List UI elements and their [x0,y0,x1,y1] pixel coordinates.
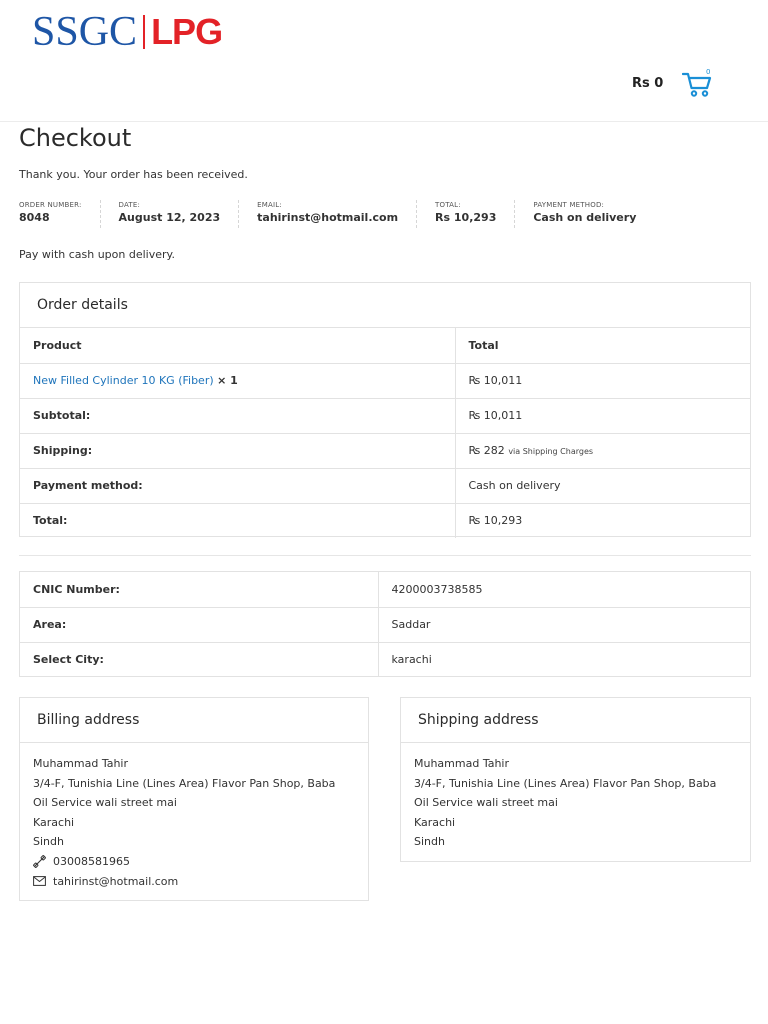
shipping-method-note: via Shipping Charges [508,447,594,456]
table-header-row [20,328,750,363]
custom-fields-box [19,571,751,677]
overview-value: Rs 10,293 [435,211,497,224]
billing-phone: 03008581965 [53,854,130,868]
page-title: Checkout [19,124,132,152]
shipping-address-title: Shipping address [401,698,750,743]
billing-email: tahirinst@hotmail.com [53,874,179,888]
billing-city: Karachi [33,815,75,829]
email-icon [33,876,46,886]
billing-state: Sindh [33,835,64,849]
custom-fields-table [20,572,750,677]
billing-address-line2: Oil Service wali street mai [33,796,177,810]
order-received-message: Thank you. Your order has been received. [19,168,248,181]
city-value: karachi [378,642,750,677]
cnic-label: CNIC Number: [33,582,120,596]
area-label: Area: [20,607,378,642]
overview-total [435,200,515,228]
payment-method-value: Cash on delivery [455,468,750,503]
order-details-title: Order details [20,283,750,328]
total-value: ₨ 10,293 [455,503,750,538]
billing-address-box [19,697,369,901]
overview-value: 8048 [19,211,50,224]
overview-order-number [19,200,101,228]
logo-lpg-text: LPG [151,11,223,52]
overview-email [257,200,417,228]
overview-value: tahirinst@hotmail.com [257,211,399,224]
order-overview [19,200,654,228]
subtotal-label: Subtotal: [20,398,455,433]
overview-label: DATE: [118,201,141,209]
shipping-value: ₨ 282 [468,444,505,457]
overview-label: TOTAL: [435,201,461,209]
table-row [20,433,750,468]
line-item-product [20,363,455,398]
product-quantity: × 1 [217,374,238,387]
shipping-name: Muhammad Tahir [414,757,510,770]
billing-address-body [20,743,368,891]
table-row [20,503,750,538]
payment-instructions: Pay with cash upon delivery. [19,248,175,261]
overview-label: ORDER NUMBER: [19,201,82,209]
table-row [20,607,750,642]
cart-total[interactable]: Rs 0 [632,76,664,91]
column-header-product: Product [33,338,82,352]
site-logo[interactable] [32,9,223,55]
table-row [20,363,750,398]
column-header-total: Total [455,328,750,363]
order-details-table [20,328,750,538]
billing-name: Muhammad Tahir [33,757,129,770]
table-row [20,572,750,607]
billing-phone-row [33,852,368,872]
shipping-address-box [400,697,751,862]
shipping-address-line1: 3/4-F, Tunishia Line (Lines Area) Flavor Pan Shop, Baba [414,776,717,790]
overview-value: August 12, 2023 [118,211,221,224]
shipping-label: Shipping: [20,433,455,468]
area-value: Saddar [378,607,750,642]
site-header [0,0,768,122]
billing-address-line1: 3/4-F, Tunishia Line (Lines Area) Flavor Pan Shop, Baba [33,776,336,790]
cart-count-badge: 0 [706,68,711,76]
overview-date [119,200,240,228]
overview-label: PAYMENT METHOD: [533,201,605,209]
shipping-address-line2: Oil Service wali street mai [414,796,558,810]
payment-method-label: Payment method: [20,468,455,503]
subtotal-value: ₨ 10,011 [455,398,750,433]
shipping-state: Sindh [414,835,445,849]
overview-payment-method [533,200,654,228]
billing-address-title: Billing address [20,698,368,743]
section-divider [19,555,751,556]
phone-icon [33,855,46,868]
city-label: Select City: [20,642,378,677]
cnic-value: 4200003738585 [378,572,750,607]
order-details-box [19,282,751,537]
product-link[interactable]: New Filled Cylinder 10 KG (Fiber) [33,374,214,387]
table-row [20,468,750,503]
total-label: Total: [20,503,455,538]
logo-ssgc-text: SSGC [32,9,138,55]
shipping-city: Karachi [414,815,456,829]
overview-label: EMAIL: [257,201,282,209]
overview-value: Cash on delivery [533,211,637,224]
line-item-total: ₨ 10,011 [455,363,750,398]
table-row [20,398,750,433]
shipping-cell [455,433,750,468]
table-row [20,642,750,677]
shipping-address-body [401,743,750,852]
logo-separator [143,15,145,49]
billing-email-row [33,872,368,892]
